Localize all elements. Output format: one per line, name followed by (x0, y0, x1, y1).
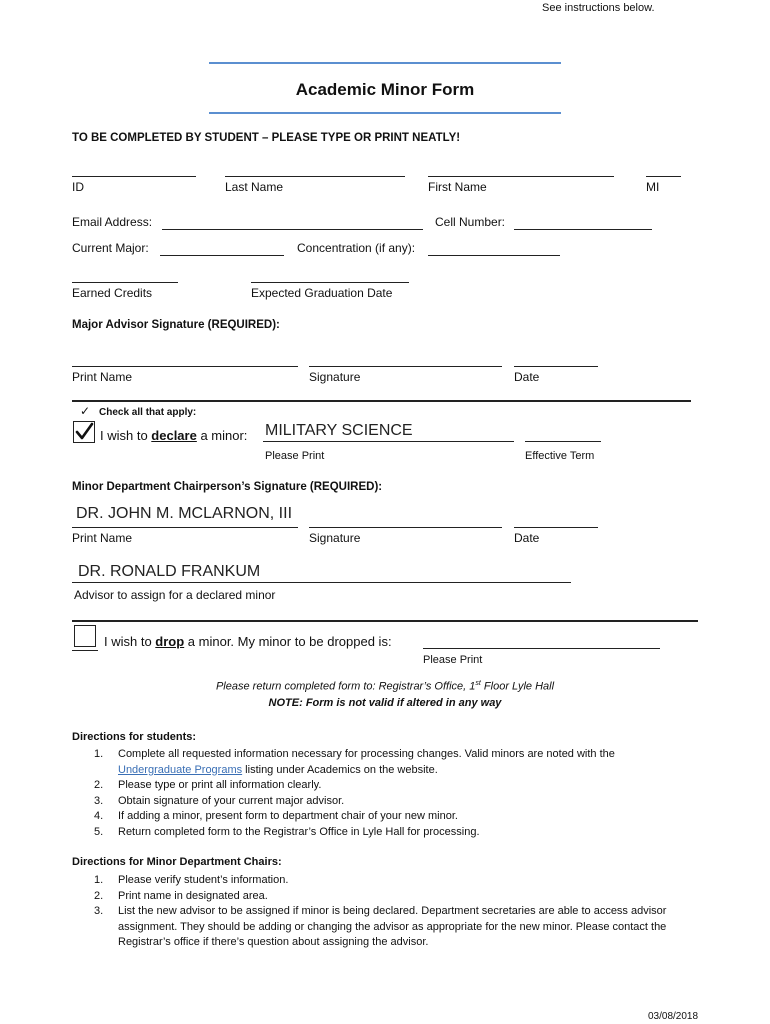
concentration-field[interactable] (428, 255, 560, 256)
declare-verb: declare (151, 428, 197, 443)
advisor-print-name-label: Print Name (72, 370, 133, 384)
first-name-field[interactable] (428, 176, 614, 177)
chair-date-label: Date (514, 531, 540, 545)
drop-checkbox[interactable] (74, 625, 96, 647)
major-label: Current Major: (72, 241, 149, 255)
new-advisor-label: Advisor to assign for a declared minor (74, 588, 276, 602)
chair-signature-label: Signature (309, 531, 361, 545)
student-instruction: TO BE COMPLETED BY STUDENT – PLEASE TYPE OR PRINT NEATLY! (72, 132, 461, 144)
email-label: Email Address: (72, 215, 153, 229)
list-item: 2. Please type or print all information clearly. (94, 779, 322, 792)
cell-field[interactable] (514, 229, 652, 230)
drop-verb: drop (155, 634, 185, 649)
list-item: 3. List the new advisor to be assigned if minor is being declared. Department secretaries are able to access advisor assignment. They should be adding or changing the advisor as appropriate for the new minor. Please contact the Registrar’s office if there’s question about assigning the advisor. (94, 905, 667, 949)
list-item: 3. Obtain signature of your current major advisor. (94, 794, 345, 807)
chair-signature-field[interactable] (309, 527, 502, 528)
new-advisor-field[interactable] (72, 582, 571, 583)
credits-label: Earned Credits (72, 286, 153, 300)
advisor-signature-field[interactable] (309, 366, 502, 367)
credits-field[interactable] (72, 282, 178, 283)
id-label: ID (72, 180, 84, 194)
title-rule-top (209, 62, 561, 64)
effective-term-field[interactable] (525, 441, 601, 442)
check-all-label: Check all that apply: (99, 407, 197, 418)
concentration-label: Concentration (if any): (297, 241, 416, 255)
major-advisor-heading: Major Advisor Signature (REQUIRED): (72, 319, 280, 331)
chair-directions-list (94, 873, 698, 951)
drop-minor-field[interactable] (423, 648, 660, 649)
declare-please-print: Please Print (265, 450, 325, 462)
student-directions-list (94, 747, 615, 841)
undergraduate-programs-link[interactable]: Undergraduate Programs (118, 763, 243, 776)
instructions-note: See instructions below. (542, 2, 655, 14)
major-field[interactable] (160, 255, 284, 256)
form-date: 03/08/2018 (648, 1011, 699, 1022)
last-name-field[interactable] (225, 176, 405, 177)
validity-note: NOTE: Form is not valid if altered in any way (268, 697, 502, 709)
page-title: Academic Minor Form (295, 80, 475, 99)
grad-date-field[interactable] (251, 282, 409, 283)
declare-minor-field[interactable] (263, 441, 514, 442)
drop-please-print: Please Print (423, 654, 483, 666)
list-item: 1. Please verify student’s information. (94, 874, 289, 886)
section-divider (72, 400, 691, 402)
drop-statement: I wish to drop a minor. My minor to be dropped is: (104, 634, 392, 649)
effective-term-label: Effective Term (525, 450, 595, 462)
grad-date-label: Expected Graduation Date (251, 286, 393, 300)
drop-check-line (72, 650, 98, 651)
chair-heading: Minor Department Chairperson’s Signature (REQUIRED): (72, 481, 383, 493)
email-field[interactable] (162, 229, 423, 230)
chair-directions-heading: Directions for Minor Department Chairs: (72, 856, 282, 868)
student-directions-heading: Directions for students: (72, 731, 197, 743)
mi-label: MI (646, 180, 660, 194)
section-divider-2 (72, 620, 698, 622)
advisor-date-field[interactable] (514, 366, 598, 367)
last-name-label: Last Name (225, 180, 284, 194)
advisor-date-label: Date (514, 370, 540, 384)
declare-statement: I wish to declare a minor: (100, 428, 248, 443)
declare-checkbox[interactable] (73, 421, 95, 443)
list-item: 2. Print name in designated area. (94, 889, 268, 902)
list-item: 1. Complete all requested information necessary for processing changes. Valid minors are noted with the Undergraduate Programs listing under Academics on the website. (94, 748, 615, 776)
advisor-print-name-field[interactable] (72, 366, 298, 367)
list-item: 5. Return completed form to the Registrar’s Office in Lyle Hall for processing. (94, 825, 480, 838)
id-field[interactable] (72, 176, 196, 177)
mi-field[interactable] (646, 176, 681, 177)
advisor-signature-label: Signature (309, 370, 361, 384)
chair-print-name-field[interactable] (72, 527, 298, 528)
first-name-label: First Name (428, 180, 487, 194)
title-rule-bottom (209, 112, 561, 114)
chair-date-field[interactable] (514, 527, 598, 528)
declare-check-icon (74, 422, 94, 442)
chair-print-name-value[interactable]: DR. JOHN M. MCLARNON, III (76, 505, 293, 522)
chair-print-name-label: Print Name (72, 531, 133, 545)
return-instruction: Please return completed form to: Registrar’s Office, 1st Floor Lyle Hall (215, 680, 555, 693)
declare-minor-value[interactable]: MILITARY SCIENCE (265, 422, 413, 439)
new-advisor-value[interactable]: DR. RONALD FRANKUM (78, 563, 261, 580)
check-icon: ✓ (80, 404, 91, 418)
cell-label: Cell Number: (435, 215, 506, 229)
list-item: 4. If adding a minor, present form to department chair of your new minor. (94, 810, 458, 823)
